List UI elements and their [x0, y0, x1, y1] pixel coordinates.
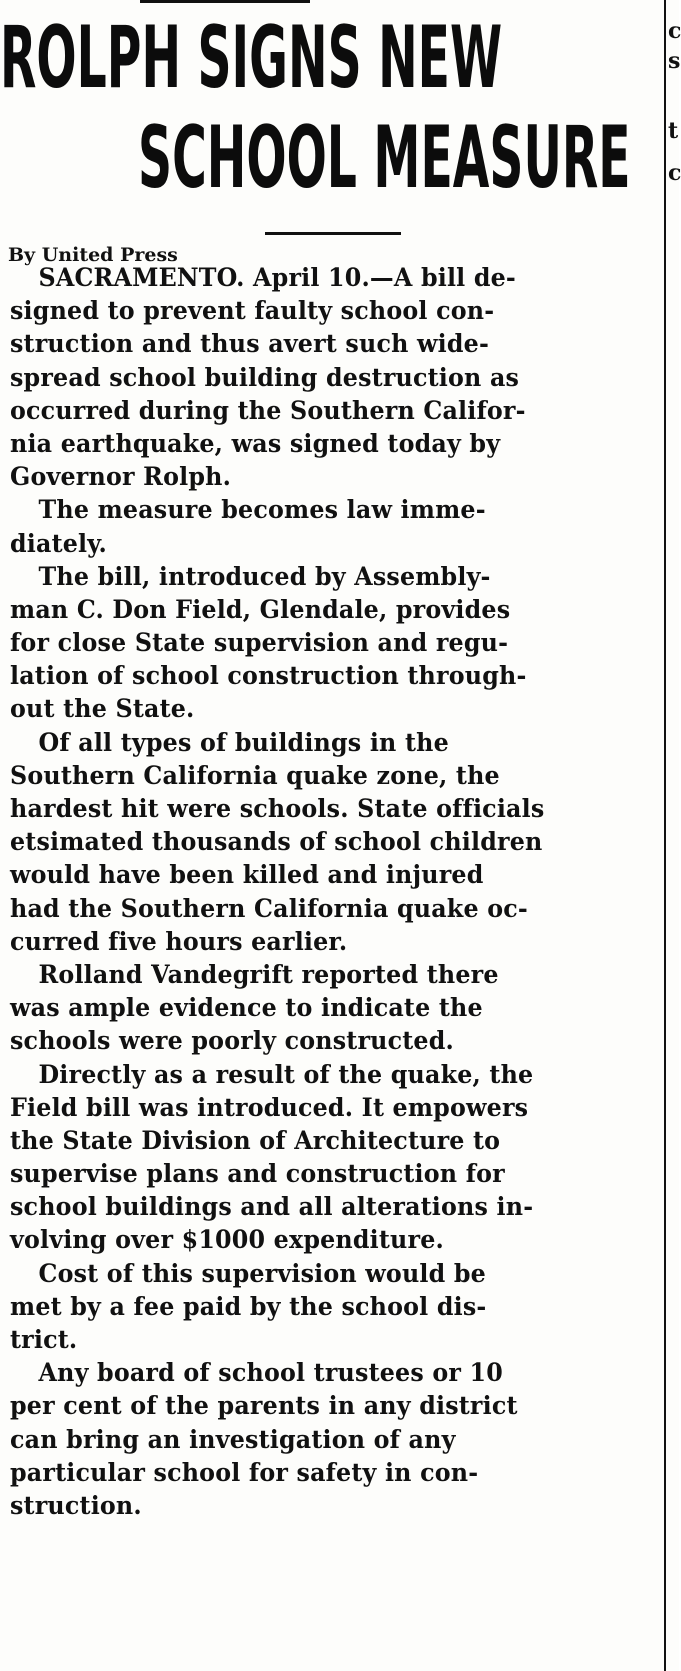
paragraph-line: signed to prevent faulty school con- — [10, 296, 495, 326]
paragraph-line: struction and thus avert such wide- — [10, 329, 490, 359]
edge-fragment: c — [668, 160, 681, 186]
paragraph-line: per cent of the parents in any district — [10, 1391, 518, 1421]
paragraph-line: occurred during the Southern Califor- — [10, 395, 526, 425]
edge-fragment: s — [668, 48, 681, 74]
column-rule — [664, 0, 666, 1671]
paragraph-first-line: Directly as a result of the quake, the — [38, 1059, 534, 1089]
paragraph-line: diately. — [10, 528, 107, 558]
paragraph-line: supervise plans and construction for — [10, 1159, 505, 1189]
paragraph-first-line: Of all types of buildings in the — [38, 727, 449, 757]
paragraph-line: Governor Rolph. — [10, 462, 232, 492]
paragraph-line: trict. — [10, 1325, 78, 1354]
paragraph-line: curred five hours earlier. — [10, 926, 348, 956]
paragraph-line: hardest hit were schools. State officials — [10, 794, 545, 823]
paragraph-first-line: The bill, introduced by Assembly- — [38, 561, 491, 591]
edge-fragment: c — [668, 18, 681, 44]
paragraph-line: spread school building destruction as — [10, 362, 520, 392]
paragraph-line: schools were poorly constructed. — [10, 1026, 454, 1056]
paragraph-first-line: Rolland Vandegrift reported there — [38, 959, 499, 989]
article-body — [10, 262, 655, 1523]
paragraph-line: Field bill was introduced. It empowers — [10, 1092, 529, 1122]
adjacent-column-fragments — [667, 0, 679, 1671]
paragraph-line: the State Division of Architecture to — [10, 1125, 501, 1155]
paragraph-line: out the State. — [10, 694, 195, 724]
paragraph-line: lation of school construction through- — [10, 661, 527, 691]
edge-fragment: t — [668, 118, 679, 144]
paragraph-first-line: SACRAMENTO. April 10.—A bill de- — [38, 263, 516, 292]
paragraph-line: particular school for safety in con- — [10, 1457, 479, 1487]
paragraph-line: would have been killed and injured — [10, 860, 484, 890]
paragraph-line: had the Southern California quake oc- — [10, 893, 528, 923]
paragraph-line: school buildings and all alterations in- — [10, 1192, 534, 1222]
paragraph-first-line: The measure becomes law imme- — [38, 495, 486, 525]
paragraph-line: etsimated thousands of school children — [10, 827, 543, 857]
paragraph-line: can bring an investigation of any — [10, 1424, 456, 1454]
paragraph-first-line: Any board of school trustees or 10 — [38, 1358, 503, 1388]
paragraph-line: nia earthquake, was signed today by — [10, 428, 501, 458]
paragraph-line: volving over $1000 expenditure. — [10, 1225, 444, 1255]
paragraph-line: Southern California quake zone, the — [10, 760, 500, 790]
paragraph-line: for close State supervision and regu- — [10, 628, 509, 658]
paragraph-line: met by a fee paid by the school dis- — [10, 1291, 487, 1321]
paragraph-line: was ample evidence to indicate the — [10, 993, 483, 1023]
paragraph-line: man C. Don Field, Glendale, provides — [10, 594, 511, 624]
headline-line-2: SCHOOL MEASURE — [138, 108, 631, 208]
paragraph-first-line: Cost of this supervision would be — [38, 1258, 486, 1288]
paragraph-line: struction. — [10, 1490, 142, 1520]
byline: By United Press — [8, 244, 178, 266]
headline — [0, 8, 660, 208]
headline-line-1: ROLPH SIGNS NEW — [0, 8, 503, 108]
top-rule — [140, 0, 310, 3]
headline-divider — [265, 232, 401, 235]
